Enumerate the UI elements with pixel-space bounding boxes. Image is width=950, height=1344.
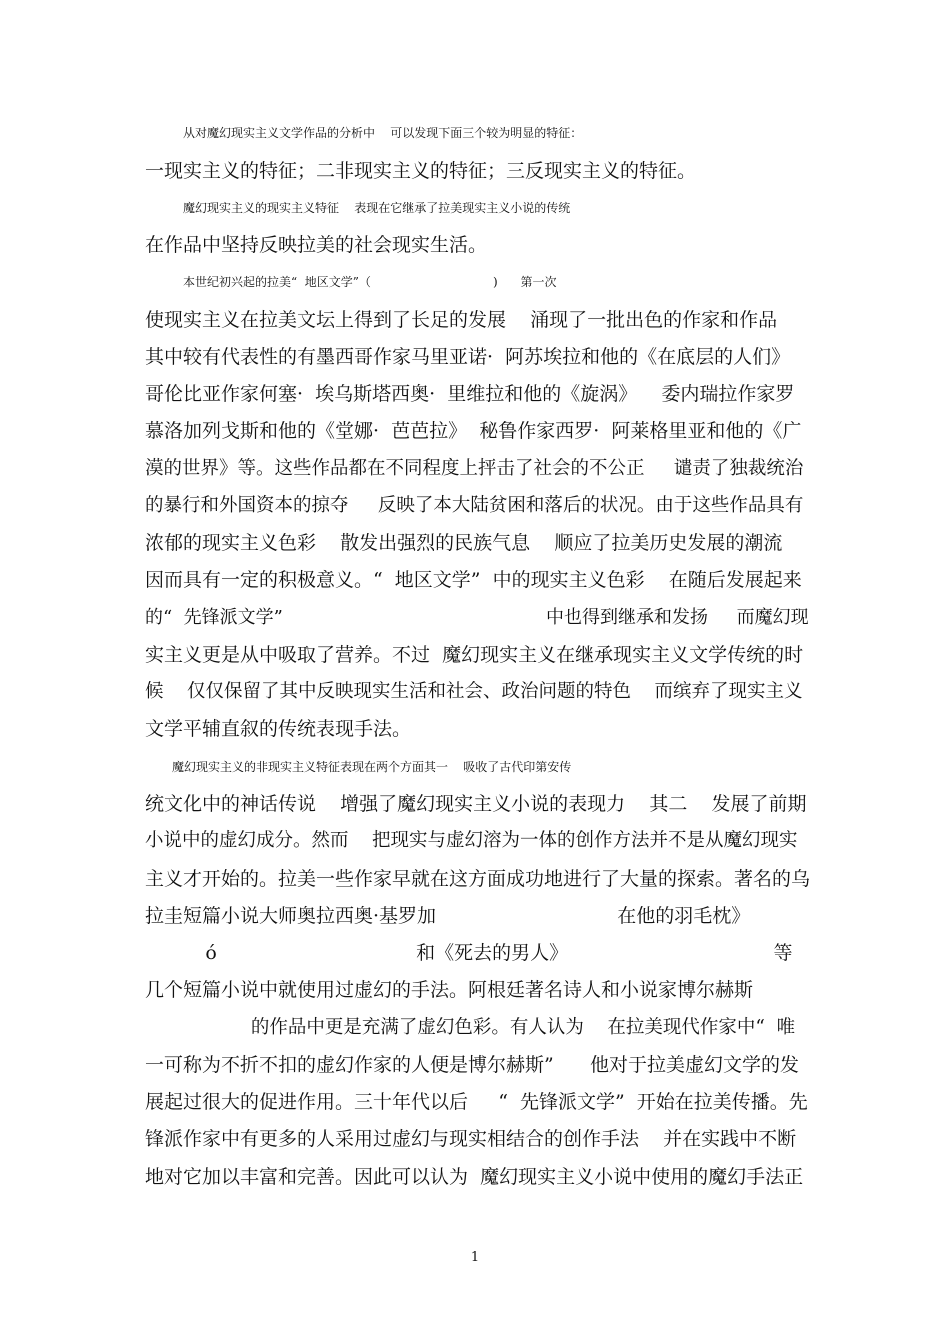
text-line: 锋派作家中有更多的人采用过虚幻与现实相结合的创作手法 并在实践中不断 (145, 1128, 797, 1150)
text-line: 一现实主义的特征；二非现实主义的特征；三反现实主义的特征。 (145, 160, 697, 182)
text-line: 拉圭短篇小说大师奥拉西奥·基罗加 在他的羽毛枕》 (145, 905, 751, 927)
text-line: ó 和《死去的男人》 等 (145, 942, 793, 964)
text-line: 候 仅仅保留了其中反映现实生活和社会、政治问题的特色 而缤弃了现实主义 (145, 681, 803, 702)
text-line: 的作品中更是充满了虚幻色彩。有人认为 在拉美现代作家中“ 唯 (145, 1017, 796, 1038)
text-line: 慕洛加列戈斯和他的《堂娜· 芭芭拉》 秘鲁作家西罗· 阿莱格里亚和他的《广 (145, 420, 802, 442)
text-line: 在作品中坚持反映拉美的社会现实生活。 (145, 234, 488, 256)
text-line: 展起过很大的促进作用。三十年代以后 “ 先锋派文学” 开始在拉美传播。先 (145, 1091, 808, 1113)
text-line: 浓郁的现实主义色彩 散发出强烈的民族气息 顺应了拉美历史发展的潮流 (145, 532, 783, 554)
text-line: 漠的世界》等。这些作品都在不同程度上抨击了社会的不公正 谴责了独裁统治 (145, 458, 804, 479)
text-line: 主义才开始的。拉美一些作家早就在这方面成功地进行了大量的探索。著名的乌 (145, 868, 811, 890)
text-line: 因而具有一定的积极意义。“ 地区文学” 中的现实主义色彩 在随后发展起来 (145, 569, 802, 591)
text-line: 使现实主义在拉美文坛上得到了长足的发展 涌现了一批出色的作家和作品 (145, 309, 778, 331)
text-line: 小说中的虚幻成分。然而 把现实与虚幻溶为一体的创作方法并不是从魔幻现实 (145, 830, 798, 851)
text-line: 文学平辅直叙的传统表现手法。 (145, 718, 412, 740)
page-number: 1 (470, 1250, 480, 1265)
text-line: 哥伦比亚作家何塞· 埃乌斯塔西奥· 里维拉和他的《旋涡》 委内瑞拉作家罗 (145, 383, 795, 405)
text-line: 魔幻现实主义的非现实主义特征表现在两个方面其一 吸收了古代印第安传 (172, 760, 572, 774)
text-line: 的“ 先锋派文学” 中也得到继承和发扬 而魔幻现 (145, 607, 809, 628)
text-line: 一可称为不折不扣的虚幻作家的人便是博尔赫斯” 他对于拉美虚幻文学的发 (145, 1054, 799, 1076)
text-line: 地对它加以丰富和完善。因此可以认为 魔幻现实主义小说中使用的魔幻手法正 (145, 1166, 804, 1188)
text-line: 统文化中的神话传说 增强了魔幻现实主义小说的表现力 其二 发展了前期 (145, 793, 807, 815)
text-line: 其中较有代表性的有墨西哥作家马里亚诺· 阿苏埃拉和他的《在底层的人们》 (145, 346, 791, 368)
text-line: 的暴行和外国资本的掠夺 反映了本大陆贫困和落后的状况。由于这些作品具有 (145, 495, 804, 516)
text-line: 魔幻现实主义的现实主义特征 表现在它继承了拉美现实主义小说的传统 (183, 201, 571, 215)
text-line: 实主义更是从中吸取了营养。不过 魔幻现实主义在继承现实主义文学传统的时 (145, 644, 804, 666)
text-line: 从对魔幻现实主义文学作品的分析中 可以发现下面三个较为明显的特征： (183, 126, 583, 140)
text-line: 本世纪初兴起的拉美“ 地区文学”（ ) 第一次 (183, 275, 557, 289)
text-line: 几个短篇小说中就使用过虚幻的手法。阿根廷著名诗人和小说家博尔赫斯 (145, 979, 754, 1001)
